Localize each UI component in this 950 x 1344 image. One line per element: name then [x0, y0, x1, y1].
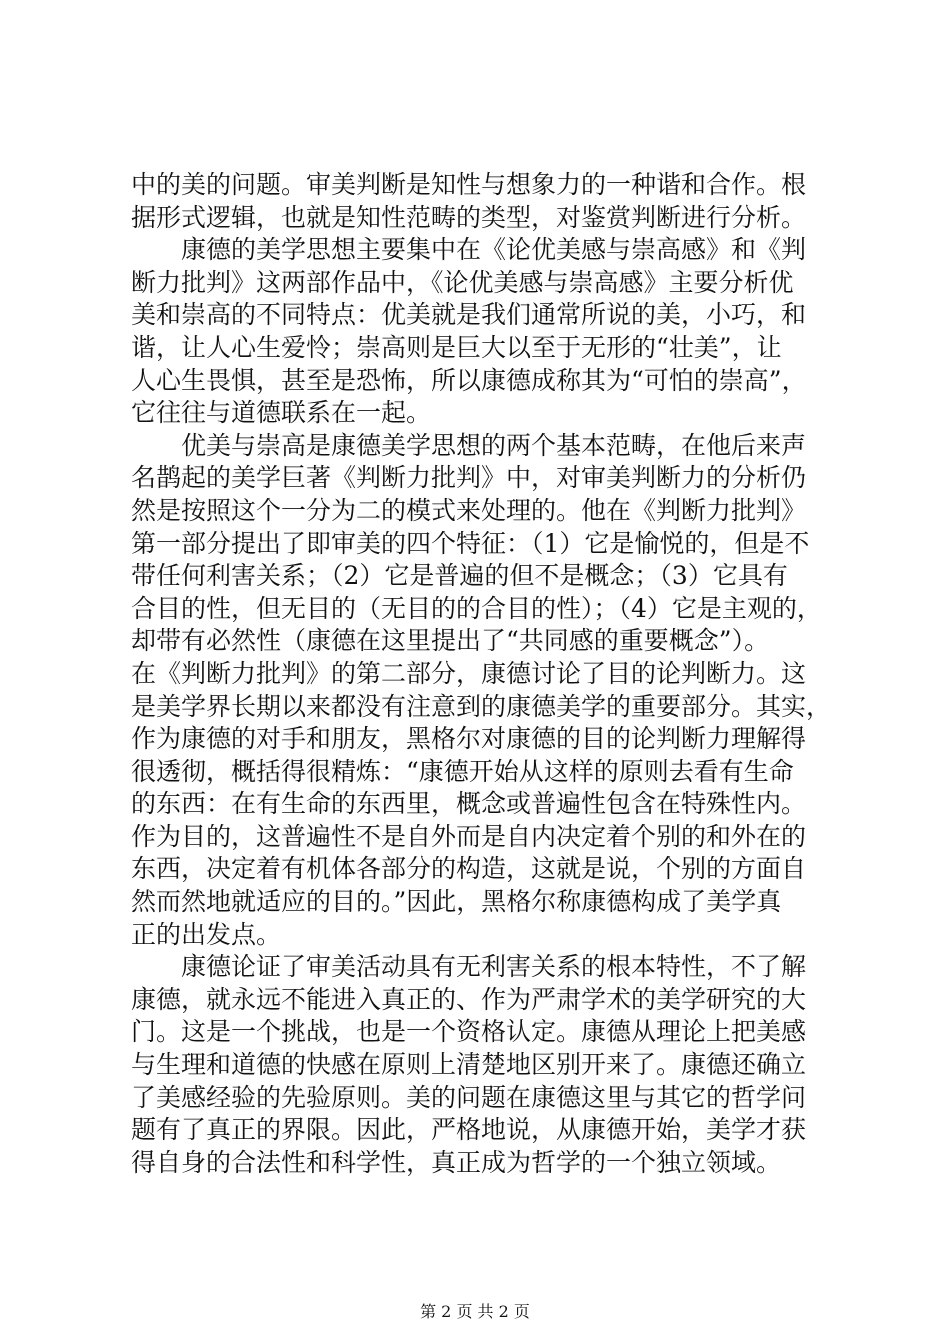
text-line: 很透彻，概括得很精炼：“康德开始从这样的原则去看有生命 [131, 756, 794, 786]
text-line: 第一部分提出了即审美的四个特征：（1）它是愉悦的，但是不 [131, 528, 810, 558]
text-line: 人心生畏惧，甚至是恐怖，所以康德成称其为“可怕的崇高”， [131, 365, 807, 395]
text-line: 它往往与道德联系在一起。 [131, 398, 432, 428]
text-line: 东西，决定着有机体各部分的构造，这就是说，个别的方面自 [131, 854, 807, 884]
text-line: 题有了真正的界限。因此，严格地说，从康德开始，美学才获 [131, 1115, 807, 1145]
text-line: 得自身的合法性和科学性，真正成为哲学的一个独立领域。 [131, 1147, 782, 1177]
text-line: 康德的美学思想主要集中在《论优美感与崇高感》和《判 [131, 235, 807, 265]
text-line: 美和崇高的不同特点：优美就是我们通常所说的美，小巧，和 [131, 300, 807, 330]
text-line: 康德论证了审美活动具有无利害关系的根本特性，不了解 [131, 952, 807, 982]
page-footer: 第 2 页 共 2 页 [420, 1302, 530, 1321]
text-line: 名鹊起的美学巨著《判断力批判》中，对审美判断力的分析仍 [131, 463, 807, 493]
text-line: 断力批判》这两部作品中，《论优美感与崇高感》主要分析优 [131, 267, 794, 297]
text-line: 谐，让人心生爱怜；崇高则是巨大以至于无形的“壮美”，让 [131, 332, 782, 362]
text-line: 是美学界长期以来都没有注意到的康德美学的重要部分。其实， [131, 691, 832, 721]
text-line: 的东西：在有生命的东西里，概念或普遍性包含在特殊性内。 [131, 789, 807, 819]
text-line: 康德，就永远不能进入真正的、作为严肃学术的美学研究的大 [131, 984, 807, 1014]
text-line: 据形式逻辑，也就是知性范畴的类型，对鉴赏判断进行分析。 [131, 202, 807, 232]
text-line: 却带有必然性（康德在这里提出了“共同感的重要概念”）。 [131, 626, 770, 656]
text-line: 作为康德的对手和朋友，黑格尔对康德的目的论判断力理解得 [131, 724, 807, 754]
text-line: 门。这是一个挑战，也是一个资格认定。康德从理论上把美感 [131, 1017, 807, 1047]
text-line: 带任何利害关系；（2）它是普遍的但不是概念；（3）它具有 [131, 561, 788, 591]
text-line: 正的出发点。 [131, 919, 282, 949]
text-line: 优美与崇高是康德美学思想的两个基本范畴，在他后来声 [131, 430, 807, 460]
body-text [131, 169, 833, 1179]
text-line: 与生理和道德的快感在原则上清楚地区别开来了。康德还确立 [131, 1050, 807, 1080]
text-line: 然是按照这个一分为二的模式来处理的。他在《判断力批判》 [131, 495, 807, 525]
text-line: 在《判断力批判》的第二部分，康德讨论了目的论判断力。这 [131, 658, 807, 688]
text-line: 合目的性，但无目的（无目的的合目的性）；（4）它是主观的， [131, 593, 822, 623]
text-line: 作为目的，这普遍性不是自外而是自内决定着个别的和外在的 [131, 821, 807, 851]
text-line: 然而然地就适应的目的。”因此，黑格尔称康德构成了美学真 [131, 887, 782, 917]
text-line: 了美感经验的先验原则。美的问题在康德这里与其它的哲学问 [131, 1082, 807, 1112]
text-line: 中的美的问题。审美判断是知性与想象力的一种谐和合作。根 [131, 170, 807, 199]
